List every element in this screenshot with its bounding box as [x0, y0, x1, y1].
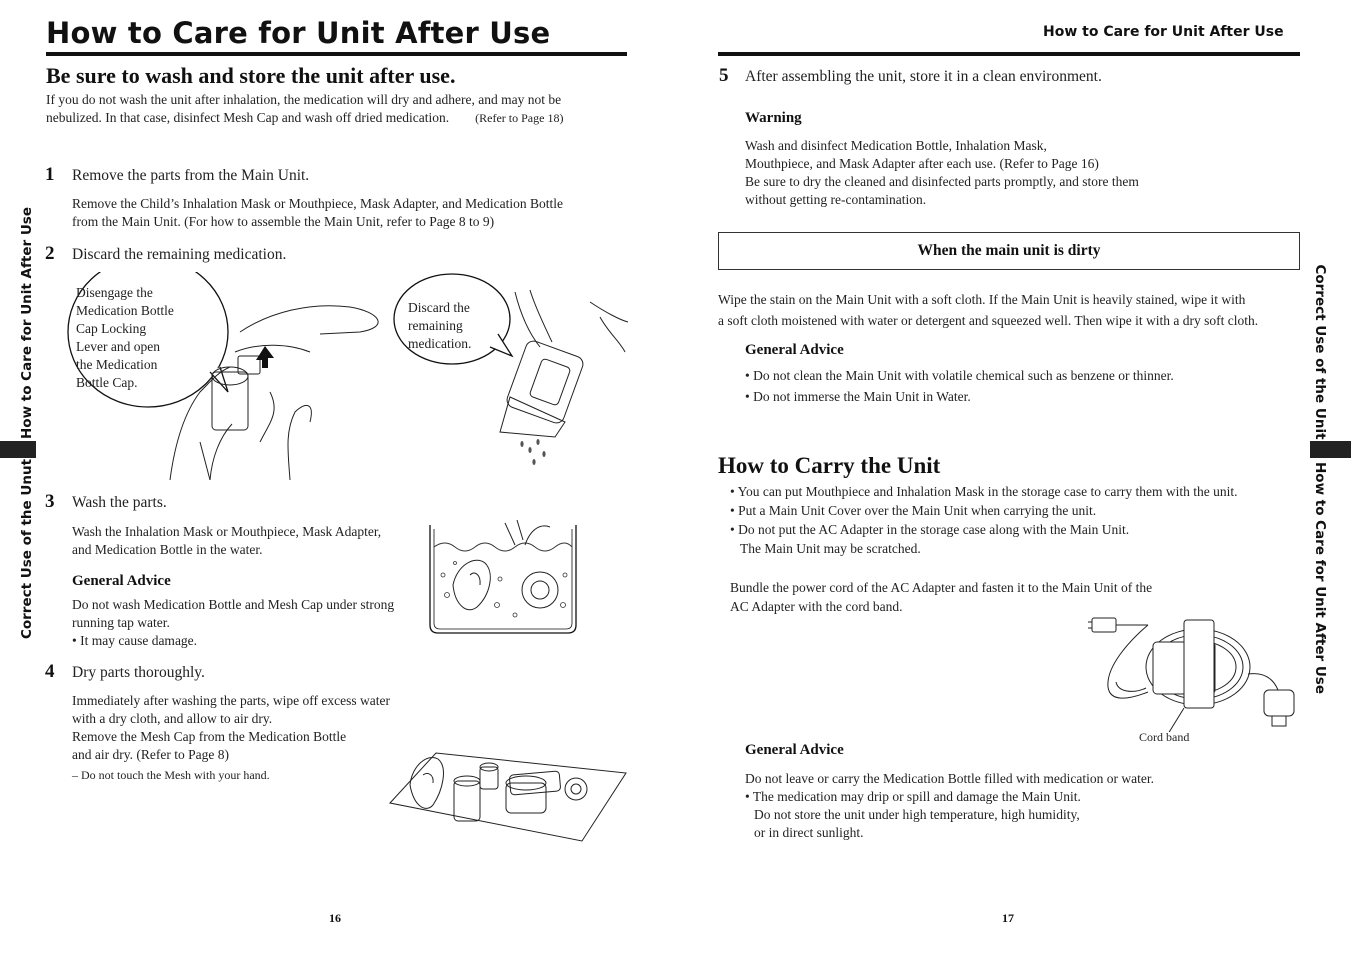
step-4-title: Dry parts thoroughly. — [72, 664, 205, 681]
page-title: How to Care for Unit After Use — [46, 16, 551, 50]
step-3-title: Wash the parts. — [72, 494, 167, 511]
step-5-title: After assembling the unit, store it in a clean environment. — [745, 68, 1102, 85]
carry-list: • You can put Mouthpiece and Inhalation Mask in the storage case to carry them with the unit. • Put a Main Unit Cover over the Main Unit when carrying the unit. • Do not put the AC Adapter in the storage case along with the Main Unit. The Main Unit may be scratched. — [730, 484, 1238, 556]
general-advice-text-2: • Do not clean the Main Unit with volatile chemical such as benzene or thinner. • Do not immerse the Main Unit in Water. — [745, 368, 1174, 404]
step-3-body: Wash the Inhalation Mask or Mouthpiece, Mask Adapter, and Medication Bottle in the water. — [72, 524, 382, 557]
title-rule — [46, 52, 627, 56]
header-rule — [718, 52, 1300, 56]
right-side-label-bottom: How to Care for Unit After Use — [1312, 461, 1328, 695]
running-header: How to Care for Unit After Use — [1043, 24, 1284, 40]
right-tab-marker — [1310, 441, 1351, 458]
cord-band-label: Cord band — [1139, 730, 1190, 744]
left-tab-marker — [0, 441, 36, 458]
step-1-title: Remove the parts from the Main Unit. — [72, 167, 310, 184]
section-heading: Be sure to wash and store the unit after use. — [46, 63, 456, 88]
dirty-unit-box — [718, 232, 1300, 270]
ac-adapter-illustration — [1088, 612, 1303, 732]
step-1-number: 1 — [45, 164, 55, 185]
step-4-note: – Do not touch the Mesh with your hand. — [72, 768, 270, 782]
page-number-left: 16 — [329, 911, 341, 925]
general-advice-text-3: Do not leave or carry the Medication Bottle filled with medication or water. • The medication may drip or spill and damage the Main Unit. Do not store the unit under high temperature, high humidity, or in direct sunlight. — [745, 771, 1154, 840]
step-1-body: Remove the Child’s Inhalation Mask or Mouthpiece, Mask Adapter, and Medication Bottle from the Main Unit. (For how to assemble the Main Unit, refer to Page 8 to 9) — [72, 196, 563, 229]
left-side-label-top: How to Care for Unit After Use — [19, 206, 35, 440]
carry-heading: How to Carry the Unit — [718, 453, 941, 478]
step-2-number: 2 — [45, 243, 55, 264]
drying-parts-illustration — [388, 745, 628, 845]
general-advice-text: Do not wash Medication Bottle and Mesh Cap under strong running tap water. • It may cause damage. — [72, 597, 395, 648]
dirty-unit-text: Wipe the stain on the Main Unit with a soft cloth. If the Main Unit is heavily stained, wipe it with a soft cloth moistened with water or detergent and squeezed well. Then wipe it with a dry soft cloth. — [718, 292, 1259, 328]
bundle-text: Bundle the power cord of the AC Adapter and fasten it to the Main Unit of the AC Adapter with the cord band. — [730, 580, 1153, 614]
step-2-title: Discard the remaining medication. — [72, 246, 287, 263]
warning-title: Warning — [745, 110, 802, 126]
general-advice-title: General Advice — [72, 573, 171, 589]
bubble-disengage-text: Disengage the Medication Bottle Cap Locking Lever and open the Medication Bottle Cap. — [76, 285, 174, 390]
left-side-label-bottom: Correct Use of the Unut — [19, 458, 35, 640]
intro-text: If you do not wash the unit after inhalation, the medication will dry and adhere, and may not be nebulized. In that case, disinfect Mesh Cap and wash off dried medication. (Refer to Page 18) — [46, 92, 564, 125]
step-5-number: 5 — [719, 65, 729, 86]
general-advice-title-2: General Advice — [745, 342, 844, 358]
warning-text: Wash and disinfect Medication Bottle, Inhalation Mask, Mouthpiece, and Mask Adapter after each use. (Refer to Page 16) Be sure to dry the cleaned and disinfected parts promptly, and store them without getting re-contamination. — [745, 138, 1139, 207]
step-4-body: Immediately after washing the parts, wipe off excess water with a dry cloth, and allow to air dry. Remove the Mesh Cap from the Medication Bottle and air dry. (Refer to Page 8) – Do not touch the Mesh with your hand. — [72, 693, 391, 782]
step-4-number: 4 — [45, 661, 55, 682]
intro-reference: (Refer to Page 18) — [475, 111, 564, 125]
bubble-discard-text: Discard the remaining medication. — [408, 300, 472, 351]
dirty-unit-box-title: When the main unit is dirty — [917, 242, 1101, 259]
page-number-right: 17 — [1002, 911, 1014, 925]
step-3-number: 3 — [45, 491, 55, 512]
right-side-label-top: Correct Use of the Unit — [1312, 264, 1328, 440]
general-advice-title-3: General Advice — [745, 742, 844, 758]
wash-basin-illustration — [425, 515, 580, 637]
